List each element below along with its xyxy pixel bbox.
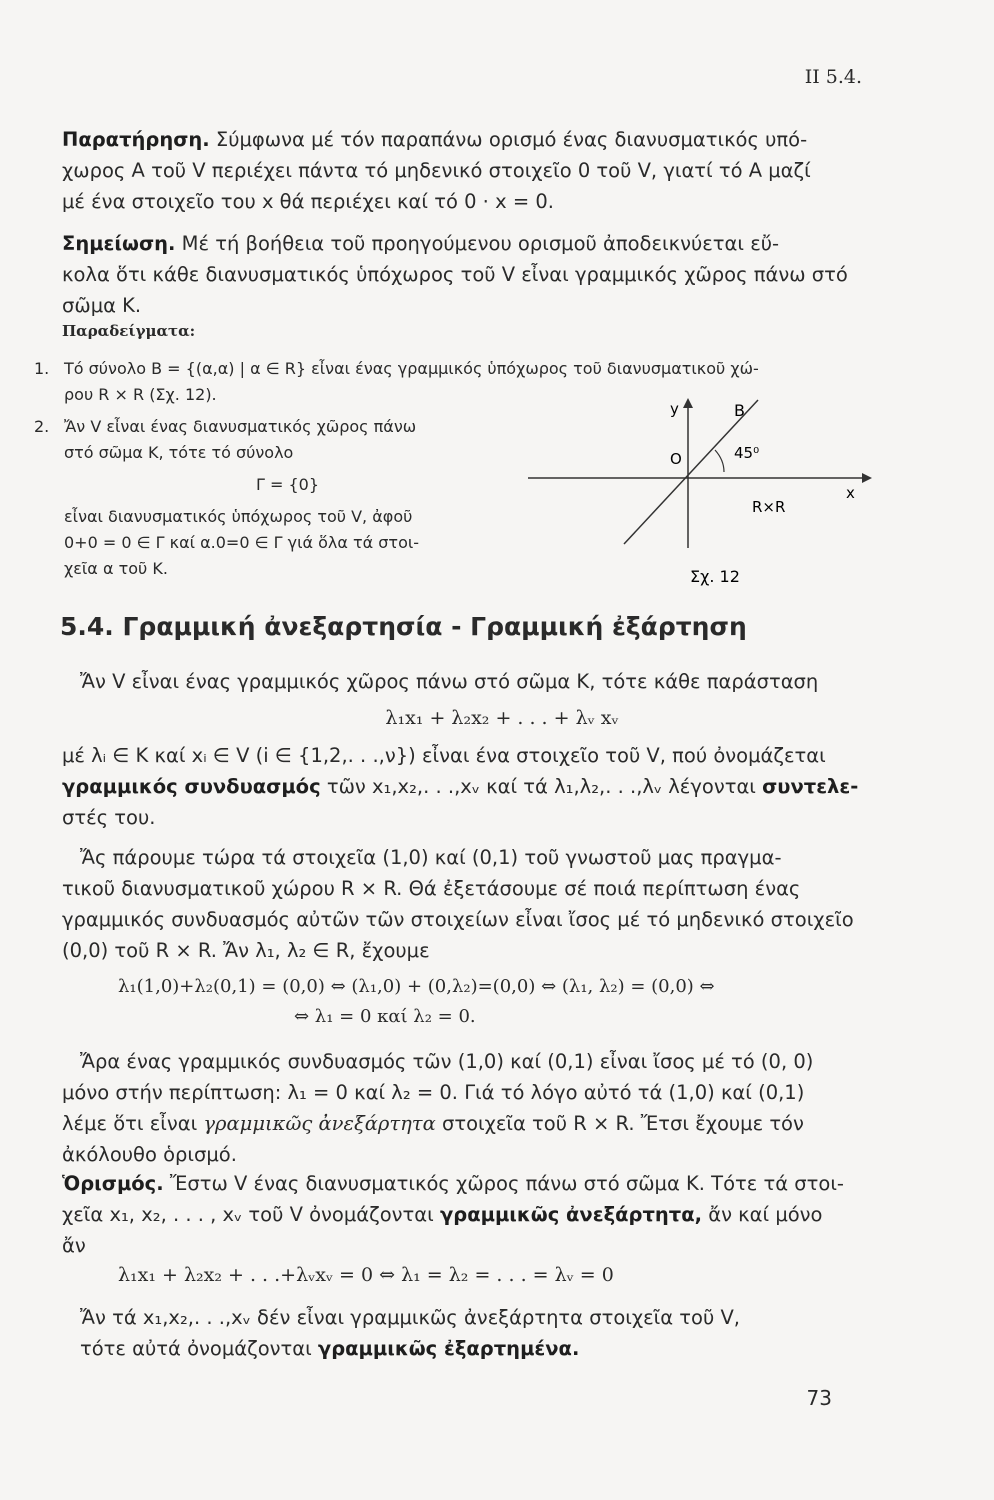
p2-line-4: (0,0) τοῦ R × R. Ἄν λ₁, λ₂ ∈ R, ἔχουμε	[62, 939, 430, 962]
origin-label: O	[670, 450, 682, 468]
p1-line-2: μέ λᵢ ∈ Κ καί xᵢ ∈ V (i ∈ {1,2,. . .,ν}) εἶναι ένα στοιχεῖο τοῦ V, πού ὀνομάζεται	[62, 744, 826, 767]
p4-line-1: Ἄν τά x₁,x₂,. . .,xᵥ δέν εἶναι γραμμικῶς ἀνεξάρτητα στοιχεῖα τοῦ V,	[80, 1306, 741, 1329]
p1-line-3: τῶν x₁,x₂,. . .,xᵥ καί τά λ₁,λ₂,. . .,λᵥ λέγονται	[326, 775, 756, 798]
paragraph-4	[62, 1302, 862, 1364]
p3-line-3-start: λέμε ὅτι εἶναι	[62, 1112, 198, 1135]
x-label: x	[846, 484, 855, 502]
definition-line-2-end: ἄν καί μόνο	[708, 1203, 823, 1226]
p3-line-2: μόνο στήν περίπτωση: λ₁ = 0 καί λ₂ = 0. Γιά τό λόγο αὐτό τά (1,0) καί (0,1)	[62, 1081, 805, 1104]
definition-label: Ὁρισμός.	[62, 1172, 164, 1195]
page-reference: II 5.4.	[804, 66, 862, 88]
remark-label: Παρατήρηση.	[62, 128, 210, 151]
p2-line-2: τικοῦ διανυσματικοῦ χώρου R × R. Θά ἐξετάσουμε σέ ποιά περίπτωση ένας	[62, 877, 801, 900]
paragraph-3	[62, 1046, 862, 1170]
definition-bold-term: γραμμικῶς ἀνεξάρτητα,	[439, 1203, 703, 1226]
angle-label: 45⁰	[734, 444, 760, 462]
p1-formula: λ₁x₁ + λ₂x₂ + . . . + λᵥ xᵥ	[385, 707, 619, 729]
remark-line-2: χωρος Α τοῦ V περιέχει πάντα τό μηδενικό στοιχεῖο 0 τοῦ V, γιατί τό Α μαζί	[62, 159, 811, 182]
b-label: B	[734, 401, 745, 420]
angle-arc	[715, 450, 724, 472]
example-2-set: Γ = {0}	[256, 475, 320, 494]
note-paragraph	[62, 228, 862, 321]
p3-line-3-end: στοιχεῖα τοῦ R × R. Ἔτσι ἔχουμε τόν	[441, 1112, 804, 1135]
example-2-number: 2.	[34, 417, 50, 436]
figure-caption: Σχ. 12	[690, 567, 740, 586]
example-2-line-1: Ἄν V εἶναι ένας διανυσματικός χῶρος πάνω	[64, 417, 417, 436]
p4-bold-term: γραμμικῶς ἐξαρτημένα.	[317, 1337, 580, 1360]
p1-bold-term: γραμμικός συνδυασμός	[62, 775, 321, 798]
p4-line-2-start: τότε αὐτά ὀνομάζονται	[80, 1337, 312, 1360]
remark-paragraph	[62, 124, 862, 217]
paragraph-2	[62, 842, 862, 966]
note-line-2: κολα ὅτι κάθε διανυσματικός ὑπόχωρος τοῦ V εἶναι γραμμικός χῶρος πάνω στό	[62, 263, 848, 286]
note-line-3: σῶμα Κ.	[62, 294, 142, 317]
rxr-label: R×R	[752, 498, 786, 516]
note-line-1: Μέ τή βοήθεια τοῦ προηγούμενου ορισμοῦ ἀποδεικνύεται εὔ-	[181, 232, 780, 255]
p1-line-1: Ἄν V εἶναι ένας γραμμικός χῶρος πάνω στό σῶμα Κ, τότε κάθε παράσταση	[80, 670, 819, 693]
p2-line-3: γραμμικός συνδυασμός αὐτῶν τῶν στοιχείων εἶναι ἴσος μέ τό μηδενικό στοιχεῖο	[62, 908, 854, 931]
y-label: y	[670, 400, 679, 418]
remark-line-1: Σύμφωνα μέ τόν παραπάνω ορισμό ένας διανυσματικός υπό-	[215, 128, 808, 151]
definition-line-2-start: χεῖα x₁, x₂, . . . , xᵥ τοῦ V ὀνομάζονται	[62, 1203, 434, 1226]
equation-1: λ₁(1,0)+λ₂(0,1) = (0,0) ⇔ (λ₁,0) + (0,λ₂)=(0,0) ⇔ (λ₁, λ₂) = (0,0) ⇔	[118, 976, 715, 997]
p1-bold-term-2: συντελε-	[762, 775, 859, 798]
figure-12	[520, 398, 880, 594]
example-2	[34, 414, 514, 582]
p3-line-1: Ἄρα ένας γραμμικός συνδυασμός τῶν (1,0) καί (0,1) εἶναι ἴσος μέ τό (0, 0)	[80, 1050, 814, 1073]
example-1-line-2: ρου R × R (Σχ. 12).	[64, 385, 217, 404]
definition-line-1: Ἔστω V ένας διανυσματικός χῶρος πάνω στό σῶμα Κ. Τότε τά στοι-	[169, 1172, 844, 1195]
equation-2: ⇔ λ₁ = 0 καί λ₂ = 0.	[294, 1006, 476, 1027]
equation-block	[118, 972, 878, 1032]
example-2-line-2: στό σῶμα Κ, τότε τό σύνολο	[64, 443, 294, 462]
p2-line-1: Ἄς πάρουμε τώρα τά στοιχεῖα (1,0) καί (0,1) τοῦ γνωστοῦ μας πραγμα-	[80, 846, 782, 869]
page-number: 73	[806, 1386, 832, 1410]
y-axis-arrow-icon	[683, 398, 693, 408]
p3-line-4: ἀκόλουθο ὁρισμό.	[62, 1143, 237, 1166]
paragraph-1	[62, 666, 882, 833]
example-1-number: 1.	[34, 359, 50, 378]
example-2-line-4: 0+0 = 0 ∈ Γ καί α.0=0 ∈ Γ γιά ὅλα τά στοι-	[64, 533, 420, 552]
examples-title: Παραδείγματα:	[62, 322, 196, 340]
p3-italic-term: γραμμικῶς ἀνεξάρτητα	[203, 1112, 436, 1135]
x-axis-arrow-icon	[862, 473, 872, 483]
p1-line-4: στές του.	[62, 806, 156, 829]
example-2-line-5: χεῖα α τοῦ Κ.	[64, 559, 168, 578]
remark-line-3: μέ ένα στοιχεῖο του x θά περιέχει καί τό 0 · x = 0.	[62, 190, 554, 213]
definition-line-3: ἄν	[62, 1234, 86, 1257]
definition	[62, 1168, 862, 1261]
note-label: Σημείωση.	[62, 232, 176, 255]
example-2-line-3: εἶναι διανυσματικός ὑπόχωρος τοῦ V, ἀφοῦ	[64, 507, 413, 526]
example-1-line-1: Τό σύνολο Β = {(α,α) | α ∈ R} εἶναι ένας γραμμικός ὑπόχωρος τοῦ διανυσματικοῦ χώ-	[64, 359, 759, 378]
section-title: 5.4. Γραμμική ἀνεξαρτησία - Γραμμική ἐξάρτηση	[60, 612, 747, 641]
definition-formula: λ₁x₁ + λ₂x₂ + . . .+λᵥxᵥ = 0 ⇔ λ₁ = λ₂ = . . . = λᵥ = 0	[118, 1264, 614, 1286]
line-b	[624, 400, 758, 544]
